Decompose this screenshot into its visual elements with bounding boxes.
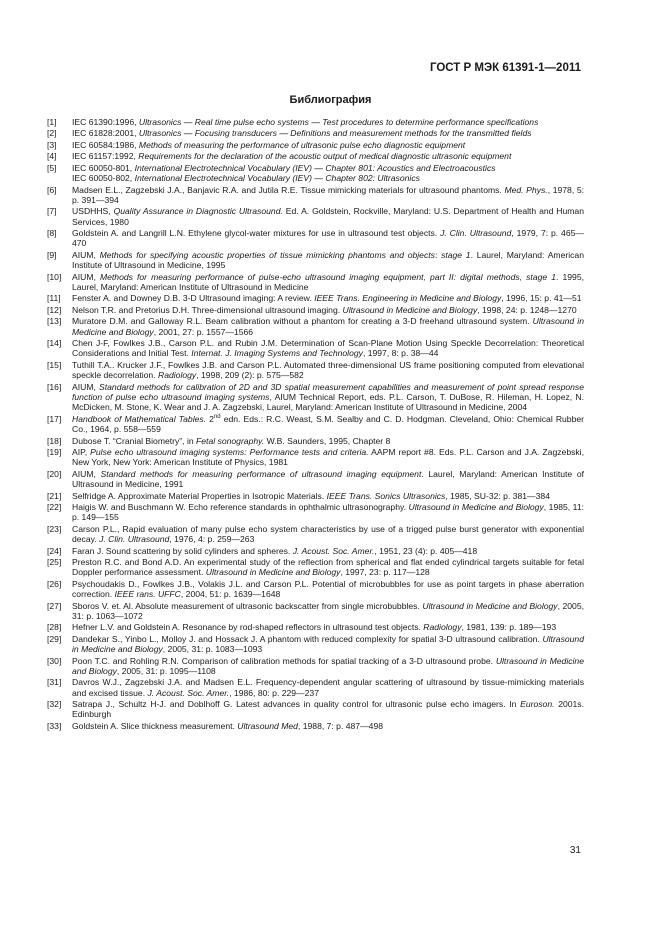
entry-text: AIUM, Standard methods for calibration of 2D and 3D spatial measurement capabilities and measurement of point spread response function of pulse echo ultrasound imaging systems, AIUM Technical Report, eds. P.L. Carson, T. DuBose, R. Hileman, H. Lopez, N. McDicken, M. Stone, K. Wear and J. A. Zagzebski, Laurel, Maryland: American Institute of Ultrasound in Medicine, 2004	[72, 381, 584, 413]
entry-text: Selfridge A. Approximate Material Properties in Isotropic Materials. IEEE Trans. Sonics Ultrasonics, 1985, SU-32: p. 381—384	[72, 490, 550, 501]
entry-number: [29]	[47, 633, 62, 644]
bibliography-entry	[47, 185, 584, 206]
entry-text: Fenster A. and Downey D.B. 3-D Ultrasound imaging: A review. IEEE Trans. Engineering in Medicine and Biology, 1996, 15: p. 41—51	[72, 293, 582, 304]
bibliography-entry	[47, 250, 584, 271]
entry-number: [12]	[47, 304, 62, 315]
bibliography-entry	[47, 140, 584, 150]
entry-number: [11]	[47, 293, 61, 304]
bibliography-entry	[47, 677, 584, 698]
entry-text: IEC 61157:1992, Requirements for the declaration of the acoustic output of medical diagnostic ultrasonic equipment	[72, 151, 512, 162]
entry-number: [5]	[47, 162, 57, 173]
entry-number: [15]	[47, 359, 62, 370]
entry-number: [3]	[47, 139, 57, 150]
entry-text: Carson P.L., Rapid evaluation of many pulse echo system characteristics by use of a trigged pulse burst generator with exponential decay. J. Clin. Ultrasound, 1976, 4: p. 259—263	[72, 523, 584, 545]
entry-text: USDHHS, Quality Assurance in Diagnostic Ultrasound. Ed. A. Goldstein, Rockville, Maryland: U.S. Department of Health and Human Services, 1980	[72, 206, 584, 227]
entry-text: Psychoudakis D., Fowlkes J.B., Volakis J.L. and Carson P.L. Potential of microbubbles for use as point targets in phase aberration correction. IEEE rans. UFFC, 2004, 51: p. 1639—1648	[72, 578, 584, 600]
entry-text: IEC 61390:1996, Ultrasonics — Real time pulse echo systems — Test procedures to determine performance specifications	[72, 117, 539, 127]
entry-text: AIUM, Methods for measuring performance of pulse-echo ultrasound imaging equipment, part II: digital methods, stage 1. 1995, Laurel, Maryland: American Institute of Ultrasound in Medicine	[72, 271, 585, 292]
bibliography-entry	[47, 293, 584, 303]
entry-text: IEC 60050-801, International Electrotechnical Vocabulary (IEV) — Chapter 801: Acoustics and Electroacoustics IEC 60050-802, International Electrotechnical Vocabulary (IEV) — Chapter 802: Ultrasonics	[72, 162, 496, 184]
entry-text: Davros W.J., Zagzebski J.A. and Madsen E.L. Frequency-dependent angular scattering of ultrasound by tissue-mimicking materials and excised tissue. J. Acoust. Soc. Amer., 1986, 80: p. 229—237	[72, 677, 584, 698]
entry-number: [10]	[47, 271, 62, 282]
bibliography-entry	[47, 502, 584, 523]
entry-text: Preston R.C. and Bond A.D. An experimental study of the reflection from spherical and flat ended cylindrical targets suitable for fetal Doppler performance assessment. Ultrasound in Medicine and Biology, 1997, 23: p. 117—128	[72, 557, 584, 578]
entry-number: [30]	[47, 655, 62, 666]
bibliography-entry	[47, 721, 584, 731]
entry-number: [27]	[47, 600, 62, 611]
entry-number: [18]	[47, 435, 62, 446]
entry-number: [21]	[47, 490, 62, 501]
entry-number: [28]	[47, 622, 62, 633]
entry-number: [9]	[47, 249, 57, 260]
bibliography-entry	[47, 117, 584, 127]
bibliography-entry	[47, 436, 584, 446]
bibliography-entry	[47, 360, 584, 381]
entry-text: Muratore D.M. and Galloway R.L. Beam calibration without a phantom for creating a 3-D freehand ultrasound system. Ultrasound in Medicine and Biology, 2001, 27: p. 1557—1566	[72, 316, 584, 337]
entry-number: [14]	[47, 338, 62, 349]
entry-number: [31]	[47, 677, 62, 688]
bibliography-entry	[47, 316, 584, 337]
bibliography-list	[47, 117, 584, 732]
entry-text: Tuthill T.A.. Krucker J.F., Fowlkes J.B. and Carson P.L. Automated three-dimensional US frame positioning computed from elevational speckle decorrelation. Radiology, 1998, 209 (2): p. 575—582	[72, 359, 584, 381]
entry-number: [4]	[47, 151, 57, 162]
bibliography-entry	[47, 634, 584, 655]
bibliography-entry	[47, 622, 584, 632]
entry-number: [26]	[47, 578, 62, 589]
entry-text: Dandekar S., Yinbo L., Molloy J. and Hossack J. A phantom with reduced complexity for spatial 3-D ultrasound calibration. Ultrasound in Medicine and Biology, 2005, 31: p. 1083—1093	[72, 633, 584, 655]
entry-number: [6]	[47, 184, 57, 195]
entry-text: AIUM, Methods for specifying acoustic properties of tissue mimicking phantoms and objects: stage 1. Laurel, Maryland: American Institute of Ultrasound in Medicine, 1995	[72, 249, 584, 271]
bibliography-entry	[47, 491, 584, 501]
entry-text: IEC 60584:1986, Methods of measuring the performance of ultrasonic pulse echo diagnostic equipment	[72, 139, 466, 150]
entry-number: [32]	[47, 699, 62, 710]
entry-text: Dubose T. “Cranial Biometry”, in Fetal sonography. W.B. Saunders, 1995, Chapter 8	[72, 435, 391, 446]
entry-number: [20]	[47, 468, 62, 479]
entry-text: Goldstein A. Slice thickness measurement. Ultrasound Med, 1988, 7: p. 487—498	[72, 720, 384, 731]
entry-text: Madsen E.L., Zagzebski J.A., Banjavic R.A. and Jutila R.E. Tissue mimicking materials for ultrasound phantoms. Med. Phys., 1978, 5: p. 391—394	[72, 184, 584, 205]
bibliography-entry	[47, 524, 584, 545]
page-number: 31	[569, 845, 581, 856]
bibliography-entry	[47, 699, 584, 720]
entry-text: AIUM, Standard methods for measuring performance of ultrasound imaging equipment. Laurel, Maryland: American Institute of Ultrasound in Medicine, 1991	[72, 468, 584, 490]
document-header: ГОСТ Р МЭК 61391-1—2011	[429, 62, 581, 74]
bibliography-entry	[47, 546, 584, 556]
bibliography-entry	[47, 151, 584, 161]
entry-number: [7]	[47, 206, 57, 217]
entry-text: Nelson T.R. and Pretorius D.H. Three-dimensional ultrasound imaging. Ultrasound in Medicine and Biology, 1998, 24: p. 1248—1270	[72, 304, 577, 315]
bibliography-entry	[47, 228, 584, 249]
entry-number: [25]	[47, 557, 62, 567]
bibliography-entry	[47, 128, 584, 138]
entry-text: Satrapa J., Schultz H-J. and Doblhoff G. Latest advances in quality control for ultrasonic pulse echo imagers. In Euroson. 2001s. Edinburgh	[72, 699, 584, 720]
section-title: Библиография	[289, 94, 372, 106]
bibliography-entry	[47, 382, 584, 413]
entry-number: [16]	[47, 381, 62, 392]
entry-number: [17]	[47, 413, 62, 424]
bibliography-entry	[47, 163, 584, 184]
bibliography-entry	[47, 601, 584, 622]
entry-text: Handbook of Mathematical Tables. 2nd edn. Eds.: R.C. Weast, S.M. Sealby and C. D. Hodgman. Cleveland, Ohio: Chemical Rubber Co., 1964, p. 558—559	[72, 413, 585, 435]
entry-text: Poon T.C. and Rohling R.N. Comparison of calibration methods for spatial tracking of a 3-D ultrasound probe. Ultrasound in Medicine and Biology, 2005, 31: p. 1095—1108	[72, 655, 584, 676]
entry-text: Haigis W. and Buschmann W. Echo reference standards in ophthalmic ultrasonography. Ultrasound in Medicine and Biology, 1985, 11: p. 149—155	[72, 502, 584, 523]
bibliography-entry	[47, 557, 584, 578]
bibliography-entry	[47, 469, 584, 490]
bibliography-entry	[47, 579, 584, 600]
entry-number: [2]	[47, 128, 57, 139]
entry-number: [33]	[47, 720, 62, 731]
entry-number: [1]	[47, 117, 57, 127]
entry-text: Faran J. Sound scattering by solid cylinders and spheres. J. Acoust. Soc. Amer., 1951, 23 (4): p. 405—418	[72, 545, 478, 556]
entry-number: [8]	[47, 228, 57, 239]
entry-number: [24]	[47, 545, 62, 556]
entry-text: Goldstein A. and Langrill L.N. Ethylene glycol-water mixtures for use in ultrasound test objects. J. Clin. Ultrasound, 1979, 7: p. 465—470	[72, 228, 584, 249]
entry-text: Hefner L.V. and Goldstein A. Resonance by rod-shaped reflectors in ultrasound test objects. Radiology, 1981, 139: p. 189—193	[72, 622, 557, 633]
bibliography-entry	[47, 414, 584, 435]
entry-number: [23]	[47, 523, 62, 534]
entry-number: [13]	[47, 316, 62, 327]
bibliography-entry	[47, 447, 584, 468]
entry-text: Chen J-F, Fowlkes J.B., Carson P.L. and Rubin J.M. Determination of Scan-Plane Motion Using Speckle Decorrelation: Theoretical Considerations and Initial Test. Internat. J. Imaging Systems and Technology, 1997, 8: p. 38—44	[72, 338, 584, 359]
bibliography-entry	[47, 272, 584, 293]
entry-text: IEC 61828:2001, Ultrasonics — Focusing transducers — Definitions and measurement methods for the transmitted fields	[72, 128, 532, 139]
entry-number: [22]	[47, 502, 62, 512]
bibliography-entry	[47, 338, 584, 359]
entry-text: AIP, Pulse echo ultrasound imaging systems: Performance tests and criteria. AAPM report #8. Eds. P.L. Carson and J.A. Zagzebski, New York, New York: American Institute of Physics, 1981	[72, 447, 584, 468]
bibliography-entry	[47, 206, 584, 227]
bibliography-entry	[47, 305, 584, 315]
bibliography-entry	[47, 656, 584, 677]
entry-text: Sboros V. et. Al. Absolute measurement of ultrasonic backscatter from single microbubbles. Ultrasound in Medicine and Biology, 2005, 31: p. 1063—1072	[72, 600, 585, 621]
entry-number: [19]	[47, 447, 62, 457]
